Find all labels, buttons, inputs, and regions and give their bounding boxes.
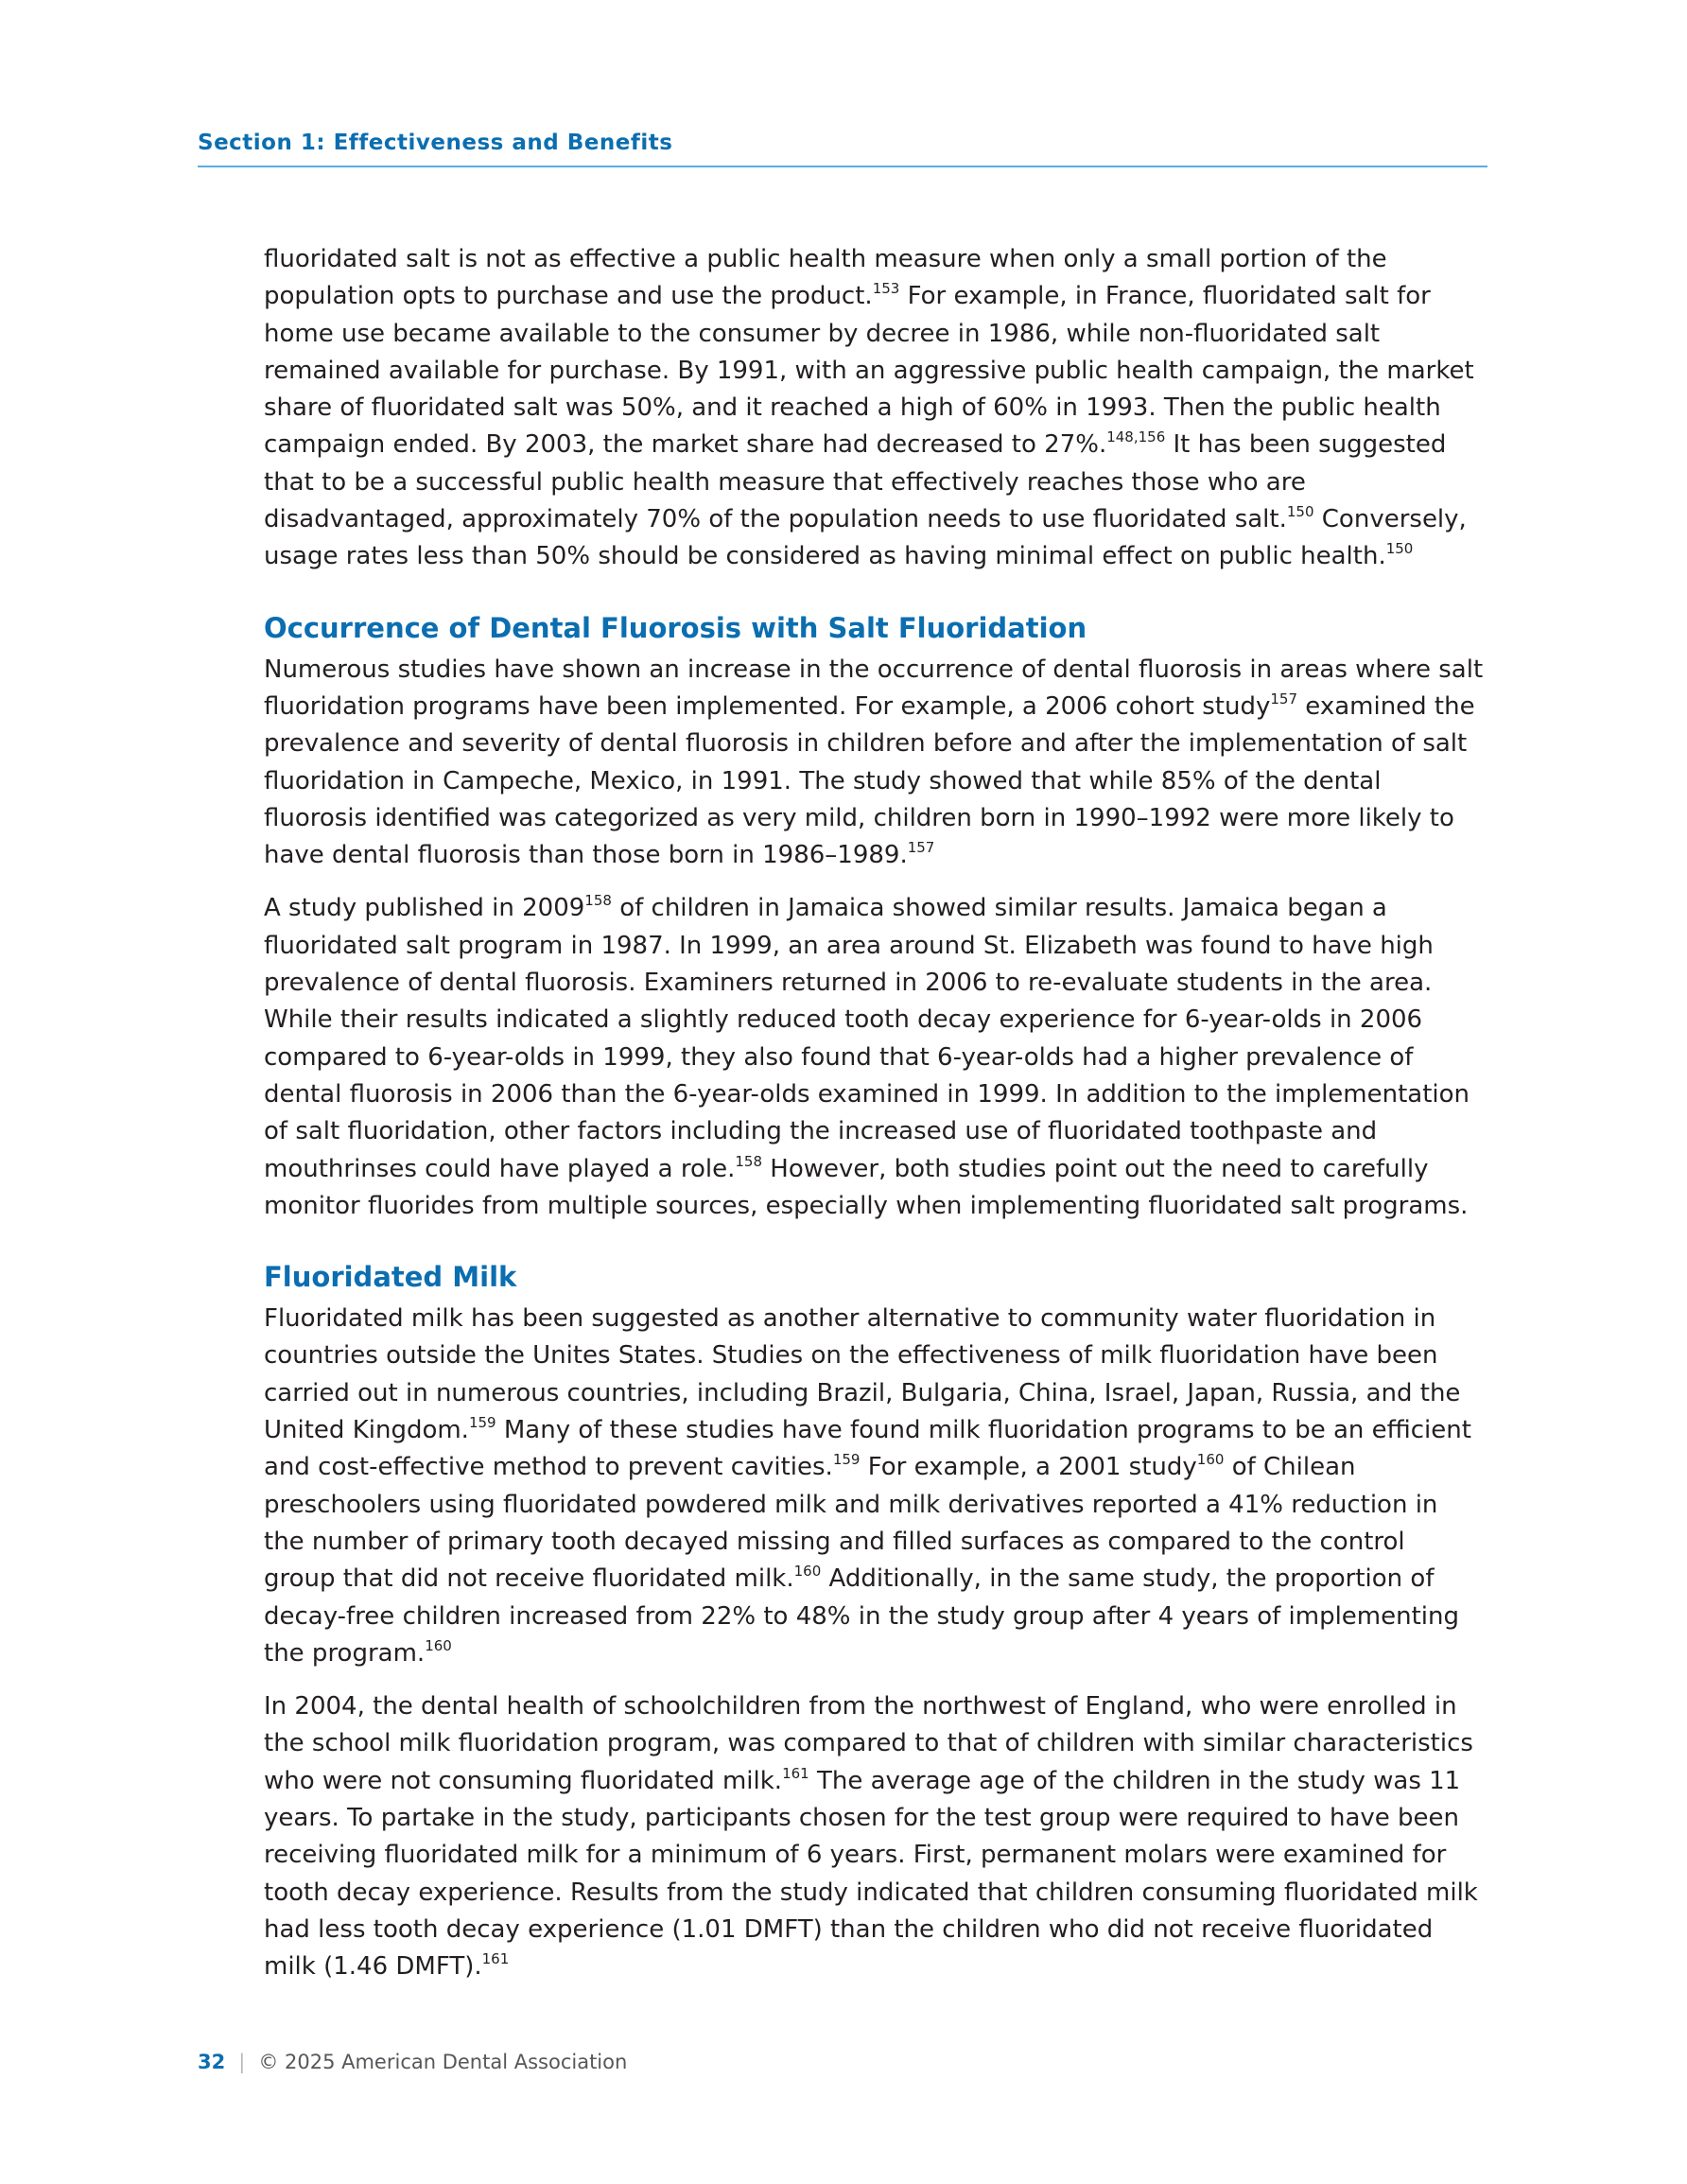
citation-ref: 160 bbox=[793, 1563, 822, 1581]
page-header bbox=[198, 131, 1487, 167]
text-span: Numerous studies have shown an increase in the occurrence of dental fluorosis in areas where salt fluoridation programs have been implemented. For example, a 2006 cohort study bbox=[264, 655, 1484, 721]
citation-ref: 158 bbox=[584, 892, 612, 910]
text-span: For example, in France, fluoridated salt for home use became available to the consumer by decree in 1986, while non-fluoridated salt remained available for purchase. By 1991, with an aggressive public health campaign, the market share of fluoridated salt was 50%, and it reached a high of 60% in 1993. Then the public health campaign ended. By 2003, the market share had decreased to 27%. bbox=[264, 282, 1474, 460]
text-span: It has been suggested that to be a successful public health measure that effectively reaches those who are disadvantaged, approximately 70% of the population needs to use fluoridated salt. bbox=[264, 430, 1447, 534]
text-span: However, both studies point out the need to carefully monitor fluorides from multiple sources, especially when implementing fluoridated salt programs. bbox=[264, 1154, 1469, 1220]
text-span: A study published in 2009 bbox=[264, 894, 585, 923]
page-number: 32 bbox=[198, 2051, 226, 2073]
text-span: Additionally, in the same study, the proportion of decay-free children increased from 22% to 48% in the study group after 4 years of implementing the program. bbox=[264, 1564, 1459, 1668]
citation-ref: 159 bbox=[832, 1451, 861, 1469]
citation-ref: 161 bbox=[481, 1950, 510, 1968]
citation-ref: 157 bbox=[1270, 690, 1298, 708]
text-span: Many of these studies have found milk fluoridation programs to be an efficient and cost-effective method to prevent cavities. bbox=[264, 1416, 1471, 1482]
header-rule bbox=[198, 166, 1487, 167]
citation-ref: 159 bbox=[468, 1414, 496, 1432]
fluorosis-heading: Occurrence of Dental Fluorosis with Salt Fluoridation bbox=[264, 611, 1087, 644]
fluorosis-paragraph-2 bbox=[264, 890, 1484, 1225]
intro-paragraph bbox=[264, 241, 1484, 576]
fluorosis-paragraph-1 bbox=[264, 652, 1484, 875]
text-span: Fluoridated milk has been suggested as another alternative to community water fluoridation in countries outside the Unites States. Studies on the effectiveness of milk fluoridation have been carried out in numerous countries, including Brazil, Bulgaria, China, Israel, Japan, Russia, and the United Kingdom. bbox=[264, 1304, 1461, 1445]
text-span: For example, a 2001 study bbox=[860, 1453, 1197, 1482]
citation-ref: 150 bbox=[1385, 540, 1414, 558]
citation-ref: 150 bbox=[1286, 503, 1314, 521]
citation-ref: 153 bbox=[872, 280, 900, 298]
text-span: of children in Jamaica showed similar results. Jamaica began a fluoridated salt program in 1987. In 1999, an area around St. Elizabeth was found to have high prevalence of dental fluorosis. Examiners returned in 2006 to re-evaluate students in the area. While their results indicated a slightly reduced tooth decay experience for 6-year-olds in 2006 compared to 6-year-olds in 1999, they also found that 6-year-olds had a higher prevalence of dental fluorosis in 2006 than the 6-year-olds examined in 1999. In addition to the implementation of salt fluoridation, other factors including the increased use of fluoridated toothpaste and mouthrinses could have played a role. bbox=[264, 894, 1470, 1183]
main-content bbox=[264, 241, 1484, 1985]
milk-heading: Fluoridated Milk bbox=[264, 1261, 517, 1294]
text-span: fluoridated salt is not as effective a public health measure when only a small portion of the population opts to purchase and use the product. bbox=[264, 245, 1387, 311]
citation-ref: 161 bbox=[782, 1764, 809, 1782]
milk-paragraph-2 bbox=[264, 1688, 1484, 1985]
text-span: The average age of the children in the study was 11 years. To partake in the study, participants chosen for the test group were required to have been receiving fluoridated milk for a minimum of 6 years. First, permanent molars were examined for tooth decay experience. Results from the study indicated that children consuming fluoridated milk had less tooth decay experience (1.01 DMFT) than the children who did not receive fluoridated milk (1.46 DMFT). bbox=[264, 1766, 1478, 1982]
footer-separator: | bbox=[238, 2051, 246, 2073]
text-span: examined the prevalence and severity of dental fluorosis in children before and after the implementation of salt fluoridation in Campeche, Mexico, in 1991. The study showed that while 85% of the dental fluorosis identified was categorized as very mild, children born in 1990–1992 were more likely to have dental fluorosis than those born in 1986–1989. bbox=[264, 691, 1475, 870]
copyright-text: © 2025 American Dental Association bbox=[258, 2051, 628, 2073]
page-footer bbox=[198, 2051, 627, 2073]
citation-ref: 160 bbox=[425, 1636, 452, 1654]
text-span: Conversely, usage rates less than 50% should be considered as having minimal effect on public health. bbox=[264, 505, 1467, 571]
citation-ref: 160 bbox=[1196, 1451, 1225, 1469]
milk-paragraph-1 bbox=[264, 1301, 1484, 1672]
text-span: of Chilean preschoolers using fluoridated powdered milk and milk derivatives reported a 41% reduction in the number of primary tooth decayed missing and filled surfaces as compared to the control group that did not receive fluoridated milk. bbox=[264, 1453, 1438, 1594]
citation-ref: 148,156 bbox=[1106, 428, 1166, 446]
citation-ref: 158 bbox=[735, 1152, 763, 1170]
section-title: Section 1: Effectiveness and Benefits bbox=[198, 131, 673, 155]
citation-ref: 157 bbox=[907, 839, 935, 857]
text-span: In 2004, the dental health of schoolchildren from the northwest of England, who were enrolled in the school milk fluoridation program, was compared to that of children with similar characteristics who were not consuming fluoridated milk. bbox=[264, 1692, 1473, 1795]
